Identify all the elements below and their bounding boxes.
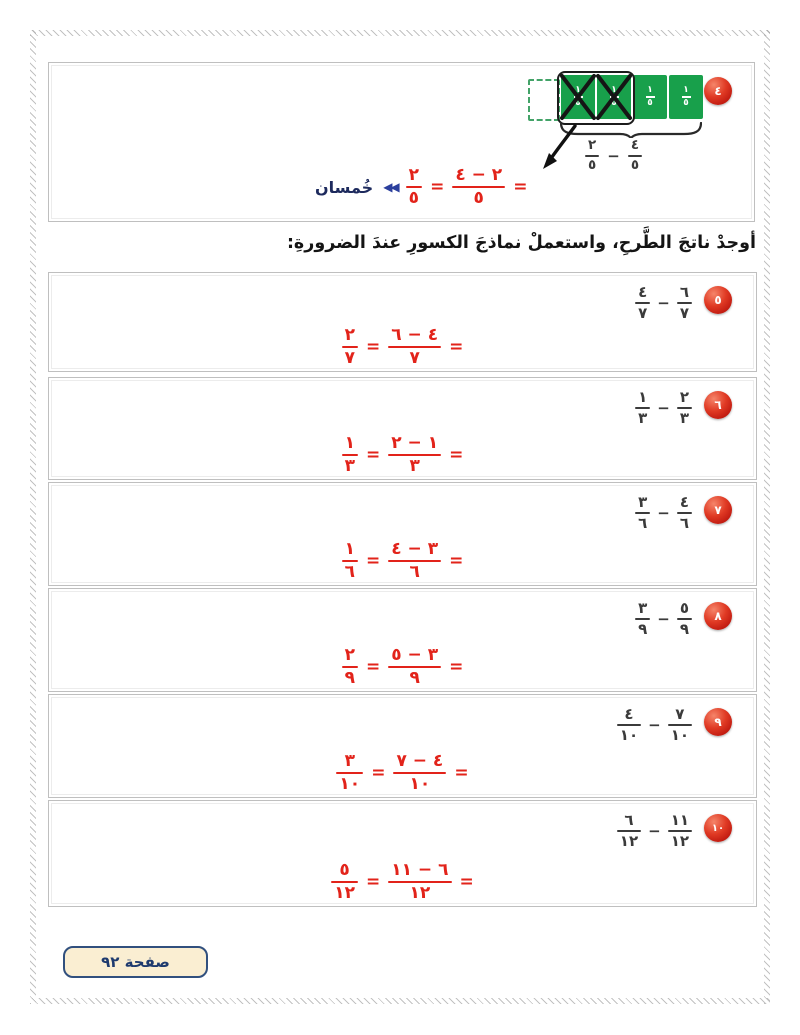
- tile-fraction: ١ ٥: [611, 84, 617, 109]
- arrow-icon: [541, 123, 583, 173]
- minus-sign: −: [657, 610, 670, 628]
- work-fraction: $\frac{٦ - ١١}{١٢}$: [388, 862, 451, 902]
- double-chevron-icon: ◀◀: [383, 180, 398, 194]
- result-fraction: $\frac{٣}{١٠}$: [336, 753, 363, 793]
- subtrahend-fraction: $\frac{٤}{٧}$: [635, 285, 650, 321]
- result-fraction: $\frac{١}{٣}$: [342, 435, 358, 475]
- problem-row: [48, 482, 757, 586]
- result-fraction: $\frac{١}{٦}$: [342, 541, 358, 581]
- decorative-border-bottom: [30, 998, 770, 1004]
- page-number-label: صفحة ٩٢: [101, 953, 170, 971]
- equals-sign: =: [366, 551, 381, 571]
- tile-fraction: ١ ٥: [647, 84, 653, 109]
- model-expression: [585, 139, 642, 172]
- equals-sign: =: [449, 445, 464, 465]
- work-fraction: $\frac{٤ - ٧}{١٠}$: [393, 753, 446, 793]
- minus-sign: −: [648, 716, 661, 734]
- problem-expression: [617, 813, 692, 849]
- problem-expression: [617, 707, 692, 743]
- minuend-fraction: $\frac{١١}{١٢}$: [668, 813, 692, 849]
- equals-sign: =: [430, 177, 445, 197]
- equals-sign: =: [366, 337, 381, 357]
- minuend-fraction: $\frac{٥}{٩}$: [677, 601, 692, 637]
- minuend-fraction: $\frac{٧}{١٠}$: [668, 707, 692, 743]
- result-fraction: $\frac{٥}{١٢}$: [331, 862, 358, 902]
- minus-sign: −: [657, 294, 670, 312]
- problem-number-badge: ٤: [704, 77, 732, 105]
- equals-sign: =: [459, 872, 474, 892]
- minus-sign: −: [607, 146, 620, 165]
- minus-sign: −: [657, 504, 670, 522]
- student-answer: [49, 541, 756, 581]
- equals-sign: =: [371, 763, 386, 783]
- tile-fraction: ١ ٥: [683, 84, 689, 109]
- student-answer: [49, 862, 756, 902]
- student-answer: [49, 647, 756, 687]
- problem-row: [48, 694, 757, 798]
- fraction-tile: [669, 75, 703, 119]
- minus-sign: −: [657, 399, 670, 417]
- crossed-tiles-outline: [557, 71, 635, 125]
- subtrahend-fraction: $\frac{٤}{١٠}$: [617, 707, 641, 743]
- result-fraction: $\frac{٢}{٥}$: [406, 167, 422, 207]
- subtrahend-fraction: $\frac{١}{٣}$: [635, 390, 650, 426]
- problem-number-badge: ٧: [704, 496, 732, 524]
- minuend-fraction: $\frac{٦}{٧}$: [677, 285, 692, 321]
- equals-sign: =: [366, 657, 381, 677]
- subtrahend-fraction: $\frac{٣}{٩}$: [635, 601, 650, 637]
- instruction-text: أوجدْ ناتجَ الطَّرحِ، واستعملْ نماذجَ الكسورِ عندَ الضرورةِ:: [286, 233, 756, 253]
- fraction-tile: [633, 75, 667, 119]
- problem-number-badge: ٩: [704, 708, 732, 736]
- problem-expression: [635, 390, 692, 426]
- equals-sign: =: [366, 872, 381, 892]
- example-panel: [48, 62, 755, 222]
- problem-number-badge: ١٠: [704, 814, 732, 842]
- problem-row: [48, 377, 757, 480]
- answer-word: خُمسان: [315, 177, 374, 197]
- student-answer: [49, 753, 756, 793]
- problem-row: [48, 272, 757, 372]
- work-fraction: $\frac{٢ - ٤}{٥}$: [452, 167, 505, 207]
- work-fraction: $\frac{٣ - ٥}{٩}$: [388, 647, 441, 687]
- equals-sign: =: [449, 657, 464, 677]
- decorative-border-top: [30, 30, 770, 36]
- removed-tile-placeholder: [528, 79, 560, 121]
- equals-sign: =: [366, 445, 381, 465]
- problem-number-badge: ٦: [704, 391, 732, 419]
- work-fraction: $\frac{٣ - ٤}{٦}$: [388, 541, 441, 581]
- example-solution: [315, 167, 527, 207]
- tile-fraction: ١ ٥: [575, 84, 581, 109]
- problem-expression: [635, 601, 692, 637]
- minuend-fraction: $\frac{٤}{٥}$: [628, 139, 642, 172]
- problem-row: [48, 588, 757, 692]
- decorative-border-right: [764, 30, 770, 1004]
- fraction-model: [525, 71, 735, 129]
- work-fraction: $\frac{٤ - ٦}{٧}$: [388, 327, 441, 367]
- result-fraction: $\frac{٢}{٩}$: [342, 647, 358, 687]
- problem-expression: [635, 285, 692, 321]
- subtrahend-fraction: $\frac{٦}{١٢}$: [617, 813, 641, 849]
- result-fraction: $\frac{٢}{٧}$: [342, 327, 358, 367]
- minuend-fraction: $\frac{٢}{٣}$: [677, 390, 692, 426]
- student-answer: [49, 435, 756, 475]
- minuend-fraction: $\frac{٤}{٦}$: [677, 495, 692, 531]
- problem-row: [48, 800, 757, 907]
- problem-number-badge: ٨: [704, 602, 732, 630]
- subtrahend-fraction: $\frac{٢}{٥}$: [585, 139, 599, 172]
- work-fraction: $\frac{١ - ٢}{٣}$: [388, 435, 441, 475]
- problem-expression: [635, 495, 692, 531]
- minus-sign: −: [648, 822, 661, 840]
- student-answer: [49, 327, 756, 367]
- problem-number-badge: ٥: [704, 286, 732, 314]
- page-number-plaque: [63, 946, 208, 978]
- equals-sign: =: [449, 337, 464, 357]
- equals-sign: =: [513, 177, 528, 197]
- subtrahend-fraction: $\frac{٣}{٦}$: [635, 495, 650, 531]
- equals-sign: =: [449, 551, 464, 571]
- equals-sign: =: [454, 763, 469, 783]
- decorative-border-left: [30, 30, 36, 1004]
